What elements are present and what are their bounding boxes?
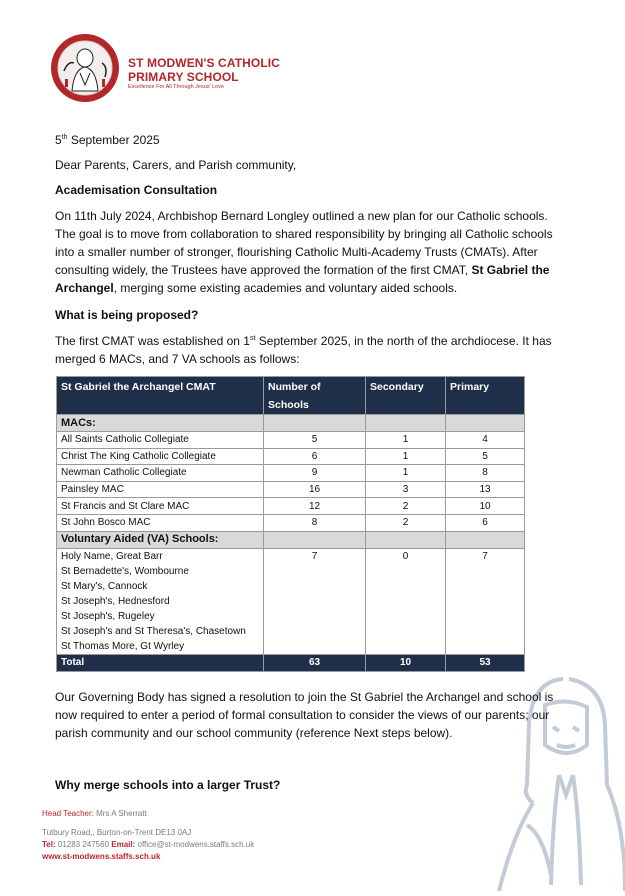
table-total-row <box>57 654 525 671</box>
footer-website-link[interactable]: www.st-modwens.staffs.sch.uk <box>42 852 161 861</box>
school-name-line2: PRIMARY SCHOOL <box>128 70 239 84</box>
why-merge-heading: Why merge schools into a larger Trust? <box>55 778 281 792</box>
va-schools-row <box>57 548 525 654</box>
mac-secondary: 1 <box>366 465 446 482</box>
total-label: Total <box>57 654 264 671</box>
table-section-row <box>57 531 525 548</box>
table-row <box>57 465 525 482</box>
establishment-paragraph: The first CMAT was established on 1st September 2025, in the north of the archdiocese. It has merged 6 MACs, and 7 VA schools as follows: <box>55 334 552 366</box>
mac-primary: 6 <box>446 514 525 531</box>
mac-primary: 8 <box>446 465 525 482</box>
table-section-row <box>57 415 525 432</box>
mac-primary: 10 <box>446 498 525 515</box>
header-number-of-schools: Number of Schools <box>264 377 366 415</box>
mac-section-label: MACs: <box>57 415 264 432</box>
table-row <box>57 448 525 465</box>
footer-contact: Tel: 01283 247560 Email: office@st-modwens.staffs.sch.uk <box>42 840 255 849</box>
mac-secondary: 3 <box>366 481 446 498</box>
header-cmat: St Gabriel the Archangel CMAT <box>57 377 264 415</box>
table-row <box>57 481 525 498</box>
table-row <box>57 498 525 515</box>
list-item: St Joseph's, Rugeley <box>61 610 155 622</box>
governing-body-paragraph: Our Governing Body has signed a resolution to join the St Gabriel the Archangel and school is now required to enter a period of formal consultation to consider the views of our parents; our parish community and our school community (reference Next steps below). <box>55 690 554 740</box>
table-row <box>57 432 525 449</box>
va-schools-count: 7 <box>264 548 366 654</box>
va-secondary-count: 0 <box>366 548 446 654</box>
mac-schools: 9 <box>264 465 366 482</box>
mac-primary: 13 <box>446 481 525 498</box>
letter-heading: Academisation Consultation <box>55 183 218 197</box>
intro-paragraph: On 11th July 2024, Archbishop Bernard Longley outlined a new plan for our Catholic schools. The goal is to move from collaboration to shared responsibility by bringing all Catholic schools into a smaller number of stronger, flourishing Catholic Multi-Academy Trusts (CMATs). After consulting widely, the Trustees have approved the formation of the first CMAT, St Gabriel the Archangel, merging some existing academies and voluntary aided schools. <box>55 209 553 295</box>
list-item: St Thomas More, Gt Wyrley <box>61 640 185 652</box>
mac-schools: 5 <box>264 432 366 449</box>
mac-schools: 8 <box>264 514 366 531</box>
mac-name: Painsley MAC <box>57 481 264 498</box>
list-item: St Joseph's and St Theresa's, Chasetown <box>61 625 246 637</box>
mac-name: Newman Catholic Collegiate <box>57 465 264 482</box>
list-item: St Bernadette's, Wombourne <box>61 565 189 577</box>
greeting: Dear Parents, Carers, and Parish community, <box>55 158 297 172</box>
list-item: St Joseph's, Hednesford <box>61 595 170 607</box>
total-schools: 63 <box>264 654 366 671</box>
letter-date: 5th September 2025 <box>55 133 160 147</box>
list-item: Holy Name, Great Barr <box>61 550 163 562</box>
proposal-heading: What is being proposed? <box>55 308 199 322</box>
header-secondary: Secondary <box>366 377 446 415</box>
va-section-label: Voluntary Aided (VA) Schools: <box>57 531 264 548</box>
mac-secondary: 1 <box>366 432 446 449</box>
mac-secondary: 2 <box>366 498 446 515</box>
total-primary: 53 <box>446 654 525 671</box>
mac-schools: 12 <box>264 498 366 515</box>
table-header-row <box>57 377 525 415</box>
va-primary-count: 7 <box>446 548 525 654</box>
cmat-table <box>56 376 525 672</box>
school-name-line1: ST MODWEN'S CATHOLIC <box>128 56 280 70</box>
school-crest-logo <box>50 33 120 103</box>
mac-name: All Saints Catholic Collegiate <box>57 432 264 449</box>
mac-schools: 6 <box>264 448 366 465</box>
va-school-list <box>57 548 264 654</box>
mac-name: St John Bosco MAC <box>57 514 264 531</box>
table-row <box>57 514 525 531</box>
mac-name: Christ The King Catholic Collegiate <box>57 448 264 465</box>
school-motto: Excellence For All Through Jesus' Love <box>128 84 225 90</box>
total-secondary: 10 <box>366 654 446 671</box>
footer-head-teacher: Head Teacher: Mrs A Sherratt <box>42 809 147 818</box>
mac-secondary: 1 <box>366 448 446 465</box>
mac-primary: 4 <box>446 432 525 449</box>
mac-name: St Francis and St Clare MAC <box>57 498 264 515</box>
footer-address: Tutbury Road,, Burton-on-Trent DE13 0AJ <box>42 828 192 837</box>
school-name <box>128 56 280 84</box>
mac-secondary: 2 <box>366 514 446 531</box>
header-primary: Primary <box>446 377 525 415</box>
mac-primary: 5 <box>446 448 525 465</box>
mac-schools: 16 <box>264 481 366 498</box>
list-item: St Mary's, Cannock <box>61 580 148 592</box>
